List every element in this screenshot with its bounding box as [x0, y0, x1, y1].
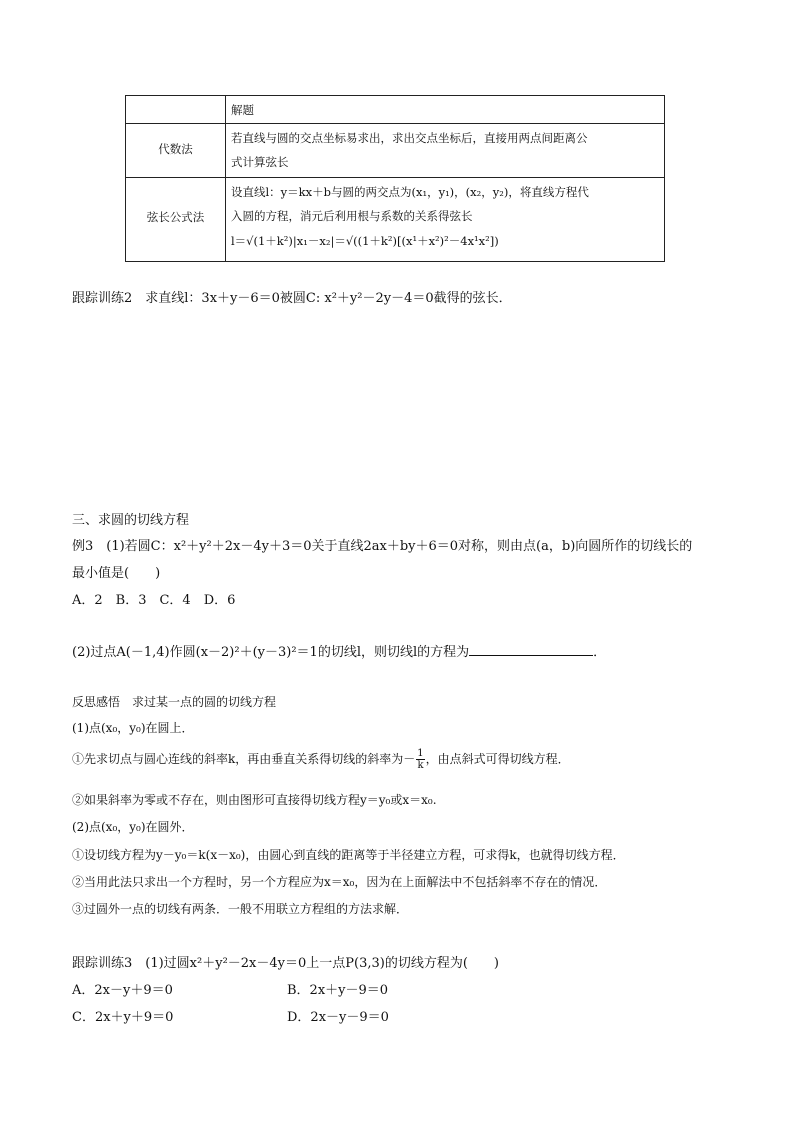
section-title-tangent: 三、求圆的切线方程 [72, 513, 190, 528]
chord-formula-text-line2: 入圆的方程，消元后利用根与系数的关系得弦长 [231, 209, 473, 223]
example3-question1-line2: 最小值是( ) [72, 566, 161, 581]
reflection-step1-text-b: ，由点斜式可得切线方程． [425, 752, 570, 766]
row-label-algebraic: 代数法 [158, 142, 193, 156]
example3-question2-end: ． [593, 645, 607, 660]
reflection-step2: ②如果斜率为零或不存在，则由图形可直接得切线方程y＝y₀或x＝x₀. [72, 793, 437, 807]
training-exercise-2: 跟踪训练2 求直线l：3x＋y－6＝0被圆C: x²＋y²－2y－4＝0截得的弦长． [72, 291, 512, 306]
chord-length-formula: l＝√(1＋k²)|x₁－x₂|＝√((1＋k²)[(x¹＋x²)²－4x¹x²]) [231, 234, 499, 248]
reflection-step3: ①设切线方程为y－y₀＝k(x－x₀)，由圆心到直线的距离等于半径建立方程，可求得k，也就得切线方程． [72, 848, 625, 862]
answer-blank[interactable] [469, 643, 593, 656]
reflection-step1-text-a: ①先求切点与圆心连线的斜率k，再由垂直关系得切线的斜率为－ [72, 752, 416, 766]
training-exercise-3: 跟踪训练3 (1)过圆x²＋y²－2x－4y＝0上一点P(3,3)的切线方程为( ) [72, 956, 499, 971]
fraction-numerator: 1 [417, 748, 424, 759]
reflection-step1 [72, 748, 570, 771]
reflection-step5: ③过圆外一点的切线有两条．一般不用联立方程组的方法求解． [72, 902, 409, 916]
algebraic-text-line1: 若直线与圆的交点坐标易求出，求出交点坐标后，直接用两点间距离公 [231, 131, 588, 145]
option-c[interactable]: C．2x＋y＋9＝0 [72, 1010, 174, 1025]
example3-question1-line1: 例3 (1)若圆C：x²＋y²＋2x－4y＋3＝0关于直线2ax＋by＋6＝0对称，则由点(a，b)向圆所作的切线长的 [72, 539, 693, 554]
option-a[interactable]: A．2x－y＋9＝0 [72, 983, 173, 998]
fraction-denominator: k [417, 760, 424, 771]
row-label-chord-formula: 弦长公式法 [146, 210, 205, 224]
table-header-solution: 解题 [231, 103, 254, 117]
example3-question2 [72, 641, 606, 660]
negative-reciprocal-fraction [416, 748, 424, 771]
example3-question2-text: (2)过点A(－1,4)作圆(x－2)²＋(y－3)²＝1的切线l，则切线l的方程为 [72, 645, 470, 660]
option-b[interactable]: B．2x＋y－9＝0 [287, 983, 389, 998]
reflection-step4: ②当用此法只求出一个方程时，另一个方程应为x＝x₀，因为在上面解法中不包括斜率不存在的情况． [72, 875, 607, 889]
algebraic-text-line2: 式计算弦长 [231, 155, 289, 169]
table-divider-vertical [225, 96, 226, 261]
example3-options: A．2 B．3 C．4 D．6 [72, 593, 236, 608]
reflection-point1: (1)点(x₀，y₀)在圆上． [72, 721, 194, 735]
table-divider-row1 [126, 123, 664, 124]
reflection-point2: (2)点(x₀，y₀)在圆外． [72, 820, 194, 834]
reflection-title: 反思感悟 求过某一点的圆的切线方程 [72, 695, 277, 709]
option-d[interactable]: D．2x－y－9＝0 [287, 1010, 389, 1025]
method-table [125, 95, 665, 262]
table-divider-row2 [126, 177, 664, 178]
chord-formula-text-line1: 设直线l：y＝kx＋b与圆的两交点为(x₁，y₁)，(x₂，y₂)，将直线方程代 [231, 185, 589, 199]
